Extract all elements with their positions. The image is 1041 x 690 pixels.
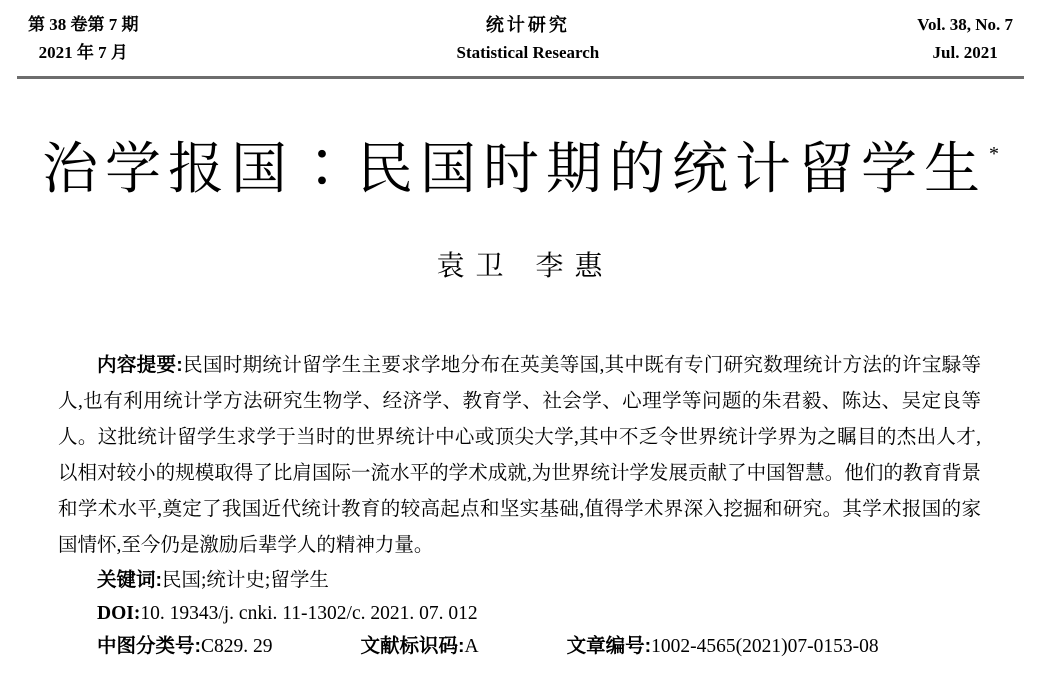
journal-title-en: Statistical Research — [456, 43, 600, 62]
front-matter — [58, 347, 981, 663]
date-cn: 2021 年 7 月 — [38, 43, 128, 62]
article-title — [0, 135, 1041, 205]
abstract-paragraph — [58, 347, 981, 564]
clc-label: 中图分类号: — [97, 635, 201, 657]
volume-issue-en: Vol. 38, No. 7 — [917, 15, 1013, 34]
doi-line — [58, 597, 981, 630]
clc-value: C829. 29 — [201, 636, 273, 657]
journal-title-cn: 统计研究 — [485, 15, 570, 35]
article-title-text: 治学报国∶民国时期的统计留学生 — [42, 139, 987, 201]
keywords-line — [58, 564, 981, 597]
clc-segment — [97, 636, 273, 657]
classification-line — [58, 630, 981, 663]
journal-title-block — [457, 11, 600, 67]
doc-code-value: A — [464, 636, 479, 657]
doi-label: DOI: — [97, 603, 141, 624]
authors: 袁 卫 李 惠 — [436, 251, 605, 282]
abstract-text: 民国时期统计留学生主要求学地分布在英美等国,其中既有专门研究数理统计方法的许宝騄等人,也有利用统计学方法研究生物学、经济学、教育学、社会学、心理学等问题的朱君毅、陈达、吴定良等人。这批统计留学生求学于当时的世界统计中心或顶尖大学,其中不乏令世界统计学界为之瞩目的杰出人才,以相对较小的规模取得了比肩国际一流水平的学术成就,为世界统计学发展贡献了中国智慧。他们的教育背景和学术水平,奠定了我国近代统计教育的较高起点和坚实基础,值得学术界深入挖掘和研究。其学术报国的家国情怀,至今仍是激励后辈学人的精神力量。 — [58, 355, 981, 556]
date-en: Jul. 2021 — [932, 43, 998, 62]
volume-issue-cn: 第 38 卷第 7 期 — [28, 15, 139, 34]
issue-info-en — [917, 11, 1013, 67]
journal-masthead — [0, 0, 1041, 67]
title-footnote-marker: * — [989, 143, 999, 165]
issue-info-cn — [28, 11, 139, 67]
keywords-text: 民国;统计史;留学生 — [162, 570, 329, 591]
article-no-segment — [567, 636, 879, 657]
keywords-label: 关键词: — [97, 569, 162, 591]
doc-code-label: 文献标识码: — [360, 635, 465, 657]
doi-text: 10. 19343/j. cnki. 11-1302/c. 2021. 07. 012 — [140, 603, 478, 624]
doc-code-segment — [361, 636, 479, 657]
article-no-label: 文章编号: — [566, 635, 652, 657]
masthead-divider — [17, 76, 1024, 79]
article-no-value: 1002-4565(2021)07-0153-08 — [651, 636, 879, 657]
abstract-label: 内容提要: — [97, 354, 183, 376]
